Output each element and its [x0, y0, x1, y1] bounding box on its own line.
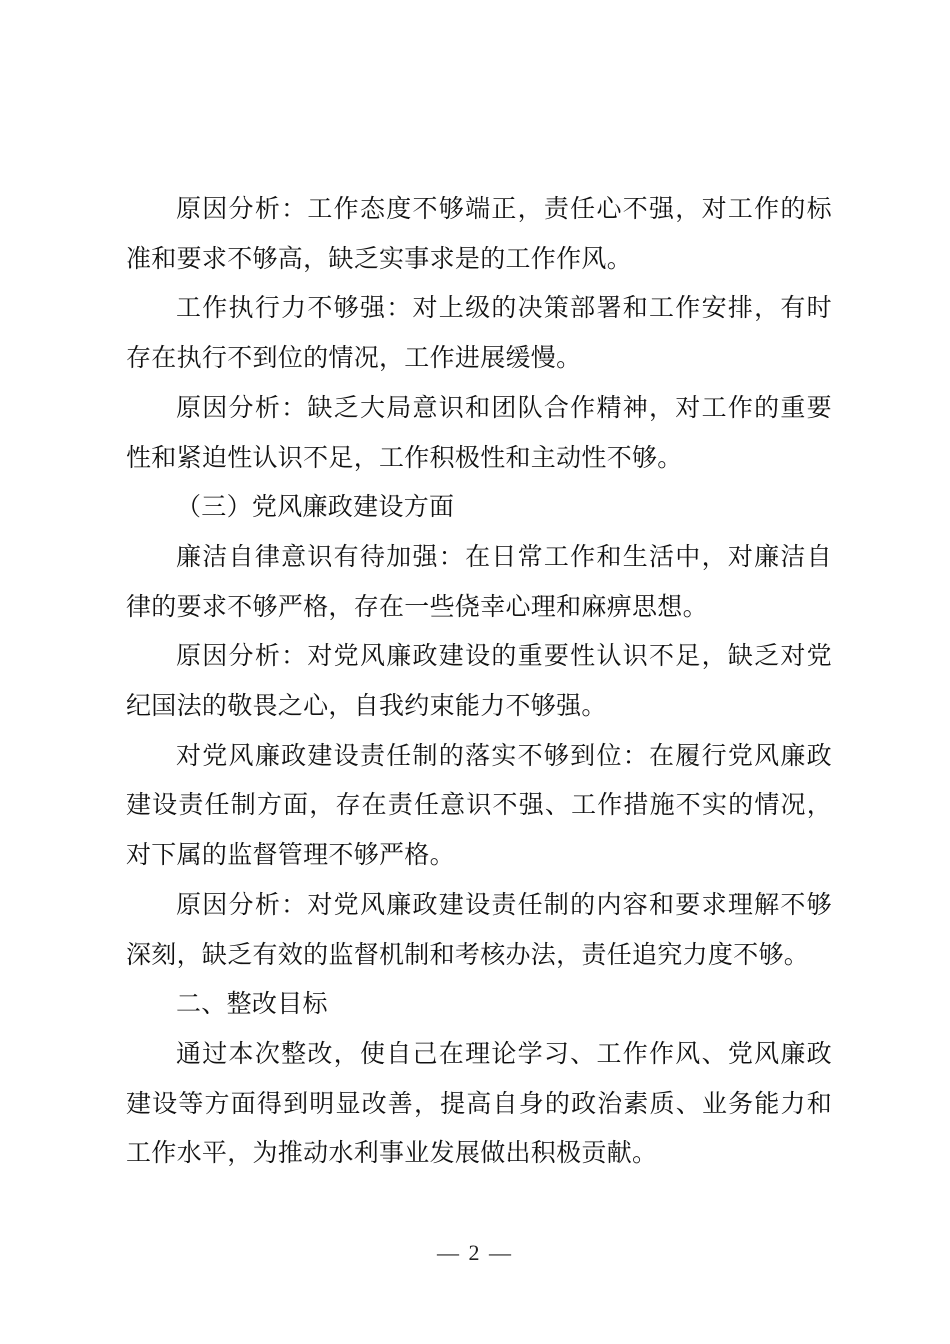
paragraph-cause-analysis-responsibility: 原因分析：对党风廉政建设责任制的内容和要求理解不够深刻，缺乏有效的监督机制和考核办法，责任追究力度不够。	[126, 889, 832, 969]
section-heading-rectification-goals: 二、整改目标	[176, 989, 328, 1019]
paragraph-cause-analysis-teamwork: 原因分析：缺乏大局意识和团队合作精神，对工作的重要性和紧迫性认识不足，工作积极性和主动性不够。	[126, 392, 832, 472]
page-number: — 2 —	[437, 1240, 513, 1265]
paragraph-rectification-goal: 通过本次整改，使自己在理论学习、工作作风、党风廉政建设等方面得到明显改善，提高自身的政治素质、业务能力和工作水平，为推动水利事业发展做出积极贡献。	[126, 1038, 832, 1168]
paragraph-execution-weakness: 工作执行力不够强：对上级的决策部署和工作安排，有时存在执行不到位的情况，工作进展缓慢。	[126, 293, 832, 373]
section-heading-party-integrity: （三）党风廉政建设方面	[176, 492, 455, 522]
paragraph-cause-analysis-work-attitude: 原因分析：工作态度不够端正，责任心不强，对工作的标准和要求不够高，缺乏实事求是的工作作风。	[126, 194, 832, 273]
paragraph-cause-analysis-discipline: 原因分析：对党风廉政建设的重要性认识不足，缺乏对党纪国法的敬畏之心，自我约束能力不够强。	[126, 641, 832, 721]
paragraph-responsibility-system: 对党风廉政建设责任制的落实不够到位：在履行党风廉政建设责任制方面，存在责任意识不强、工作措施不实的情况，对下属的监督管理不够严格。	[126, 740, 832, 870]
document-body	[126, 184, 832, 1178]
paragraph-self-discipline: 廉洁自律意识有待加强：在日常工作和生活中，对廉洁自律的要求不够严格，存在一些侥幸心理和麻痹思想。	[126, 541, 832, 621]
